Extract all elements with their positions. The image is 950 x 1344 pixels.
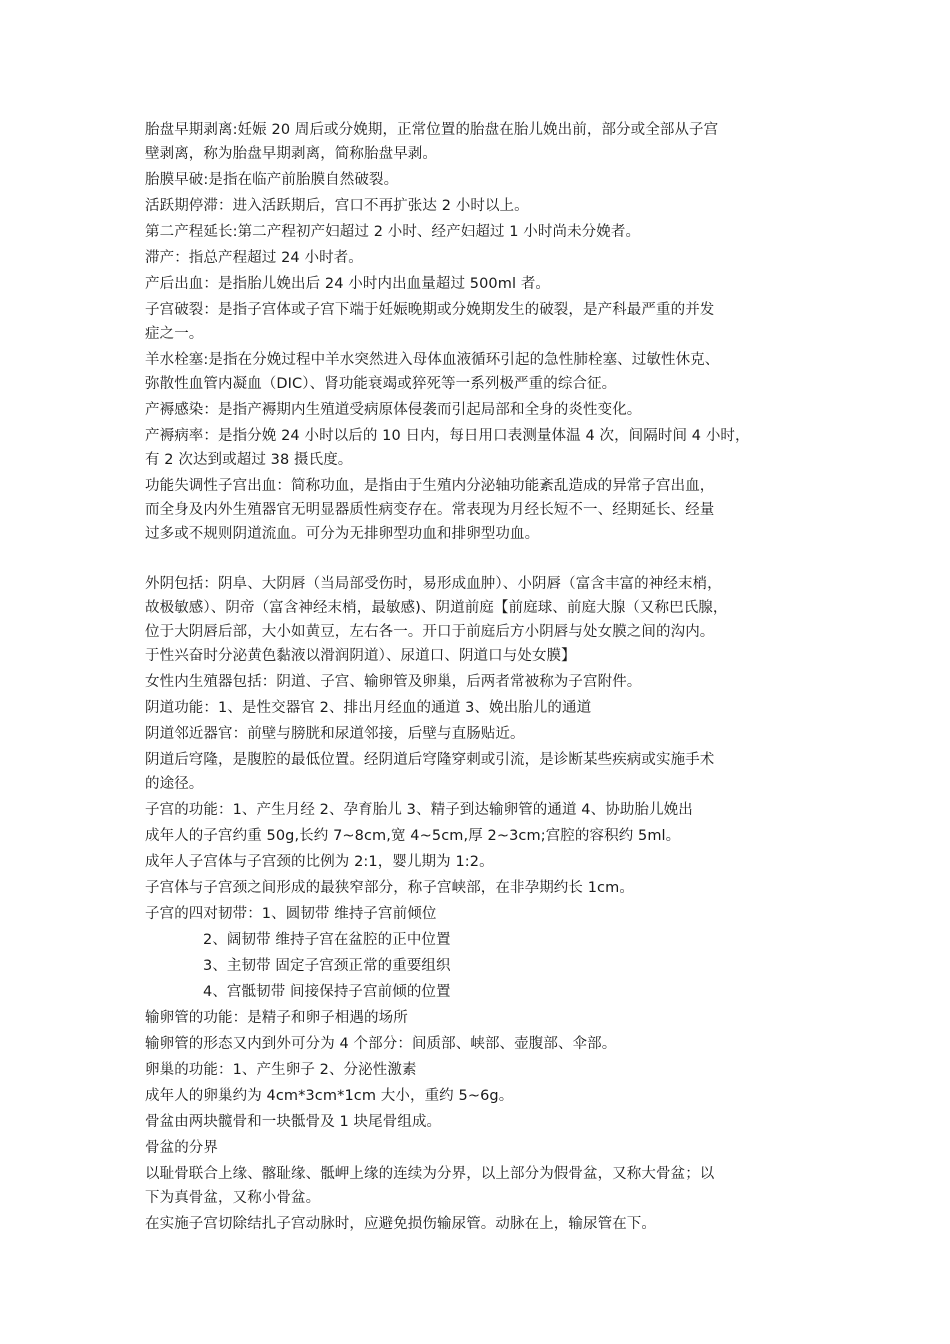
closing-line: 在实施子宫切除结扎子宫动脉时，应避免损伤输尿管。动脉在上，输尿管在下。	[145, 1216, 656, 1232]
text-line: 子宫的功能：1、产生月经 2、孕育胎儿 3、精子到达输卵管的通道 4、协助胎儿娩出	[145, 802, 693, 818]
anatomy-paragraph	[145, 1058, 810, 1082]
ligament-item: 3、主韧带 固定子宫颈正常的重要组织	[203, 958, 451, 974]
text-line: 阴道后穹隆，是腹腔的最低位置。经阴道后穹隆穿刺或引流，是诊断某些疾病或实施手术	[145, 752, 715, 768]
text-line: 外阴包括：阴阜、大阴唇（当局部受伤时，易形成血肿）、小阴唇（富含丰富的神经末梢，	[145, 576, 722, 592]
anatomy-paragraph	[145, 1032, 810, 1056]
anatomy-paragraph	[145, 696, 810, 720]
text-line: 过多或不规则阴道流血。可分为无排卵型功血和排卵型功血。	[145, 526, 540, 542]
definition-paragraph	[145, 194, 810, 218]
text-line: 而全身及内外生殖器官无明显器质性病变存在。常表现为月经长短不一、经期延长、经量	[145, 502, 715, 518]
tubes-ovary-pelvis-section	[145, 1006, 810, 1160]
text-line: 产后出血：是指胎儿娩出后 24 小时内出血量超过 500ml 者。	[145, 276, 551, 292]
text-line: 以耻骨联合上缘、髂耻缘、骶岬上缘的连续为分界，以上部分为假骨盆，又称大骨盆；以	[145, 1166, 715, 1182]
text-line: 子宫体与子宫颈之间形成的最狭窄部分，称子宫峡部，在非孕期约长 1cm。	[145, 880, 634, 896]
text-line: 骨盆的分界	[145, 1140, 218, 1156]
text-line: 故极敏感）、阴帝（富含神经末梢，最敏感)、阴道前庭【前庭球、前庭大腺（又称巴氏腺，	[145, 600, 728, 616]
text-line: 的途径。	[145, 776, 204, 792]
text-line: 产褥感染：是指产褥期内生殖道受病原体侵袭而引起局部和全身的炎性变化。	[145, 402, 642, 418]
ligament-item: 4、宫骶韧带 间接保持子宫前倾的位置	[203, 984, 451, 1000]
anatomy-paragraph	[145, 722, 810, 746]
anatomy-paragraph	[145, 850, 810, 874]
text-line: 骨盆由两块髋骨和一块骶骨及 1 块尾骨组成。	[145, 1114, 442, 1130]
text-line: 下为真骨盆，又称小骨盆。	[145, 1190, 321, 1206]
text-line: 活跃期停滞：进入活跃期后，宫口不再扩张达 2 小时以上。	[145, 198, 529, 214]
text-line: 输卵管的形态又内到外可分为 4 个部分：间质部、峡部、壶腹部、伞部。	[145, 1036, 617, 1052]
anatomy-paragraph	[145, 1006, 810, 1030]
ligament-item: 2、阔韧带 维持子宫在盆腔的正中位置	[203, 932, 451, 948]
definition-paragraph	[145, 272, 810, 296]
anatomy-paragraph	[145, 572, 810, 668]
text-line: 子宫破裂：是指子宫体或子宫下端于妊娠晚期或分娩期发生的破裂，是产科最严重的并发	[145, 302, 715, 318]
anatomy-paragraph	[145, 798, 810, 822]
text-line: 功能失调性子宫出血：简称功血，是指由于生殖内分泌轴功能紊乱造成的异常子宫出血，	[145, 478, 715, 494]
definition-paragraph	[145, 398, 810, 422]
definition-paragraph	[145, 348, 810, 396]
text-line: 子宫的四对韧带：1、圆韧带 维持子宫前倾位	[145, 906, 437, 922]
text-line: 卵巢的功能：1、产生卵子 2、分泌性激素	[145, 1062, 417, 1078]
text-line: 成年人的卵巢约为 4cm*3cm*1cm 大小，重约 5~6g。	[145, 1088, 514, 1104]
document-body	[145, 118, 810, 1238]
text-line: 女性内生殖器包括：阴道、子宫、输卵管及卵巢，后两者常被称为子宫附件。	[145, 674, 642, 690]
anatomy-paragraph	[145, 902, 810, 926]
definition-paragraph	[145, 220, 810, 244]
text-line: 成年人的子宫约重 50g,长约 7~8cm,宽 4~5cm,厚 2~3cm;宫腔的容积约 5ml。	[145, 828, 681, 844]
definition-paragraph	[145, 246, 810, 270]
text-line: 输卵管的功能：是精子和卵子相遇的场所	[145, 1010, 408, 1026]
pelvis-boundary-paragraph	[145, 1162, 810, 1210]
text-line: 弥散性血管内凝血（DIC）、肾功能衰竭或猝死等一系列极严重的综合征。	[145, 376, 617, 392]
anatomy-paragraph	[145, 824, 810, 848]
text-line: 有 2 次达到或超过 38 摄氏度。	[145, 452, 353, 468]
definition-paragraph	[145, 118, 810, 166]
anatomy-paragraph	[145, 876, 810, 900]
definitions-section	[145, 118, 810, 546]
text-line: 羊水栓塞:是指在分娩过程中羊水突然进入母体血液循环引起的急性肺栓塞、过敏性休克、	[145, 352, 720, 368]
anatomy-paragraph	[145, 748, 810, 796]
definition-paragraph	[145, 168, 810, 192]
anatomy-paragraph	[145, 1084, 810, 1108]
text-line: 胎膜早破:是指在临产前胎膜自然破裂。	[145, 172, 399, 188]
anatomy-paragraph	[145, 1110, 810, 1134]
ligaments-list	[145, 928, 810, 1004]
definition-paragraph	[145, 474, 810, 546]
text-line: 产褥病率：是指分娩 24 小时以后的 10 日内，每日用口表测量体温 4 次，间隔时间 4 小时，	[145, 428, 750, 444]
anatomy-paragraph	[145, 1136, 810, 1160]
definition-paragraph	[145, 298, 810, 346]
text-line: 阴道邻近器官：前壁与膀胱和尿道邻接，后壁与直肠贴近。	[145, 726, 525, 742]
text-line: 于性兴奋时分泌黄色黏液以滑润阴道）、尿道口、阴道口与处女膜】	[145, 648, 576, 664]
text-line: 症之一。	[145, 326, 204, 342]
text-line: 胎盘早期剥离:妊娠 20 周后或分娩期，正常位置的胎盘在胎儿娩出前，部分或全部从子宫	[145, 122, 719, 138]
text-line: 滞产：指总产程超过 24 小时者。	[145, 250, 363, 266]
text-line: 壁剥离，称为胎盘早期剥离，简称胎盘早剥。	[145, 146, 437, 162]
text-line: 第二产程延长:第二产程初产妇超过 2 小时、经产妇超过 1 小时尚未分娩者。	[145, 224, 641, 240]
text-line: 阴道功能：1、是性交器官 2、排出月经血的通道 3、娩出胎儿的通道	[145, 700, 592, 716]
anatomy-section	[145, 572, 810, 926]
text-line: 位于大阴唇后部，大小如黄豆，左右各一。开口于前庭后方小阴唇与处女膜之间的沟内。	[145, 624, 715, 640]
text-line: 成年人子宫体与子宫颈的比例为 2:1，婴儿期为 1:2。	[145, 854, 494, 870]
definition-paragraph	[145, 424, 810, 472]
anatomy-paragraph	[145, 670, 810, 694]
section-gap	[145, 548, 810, 572]
